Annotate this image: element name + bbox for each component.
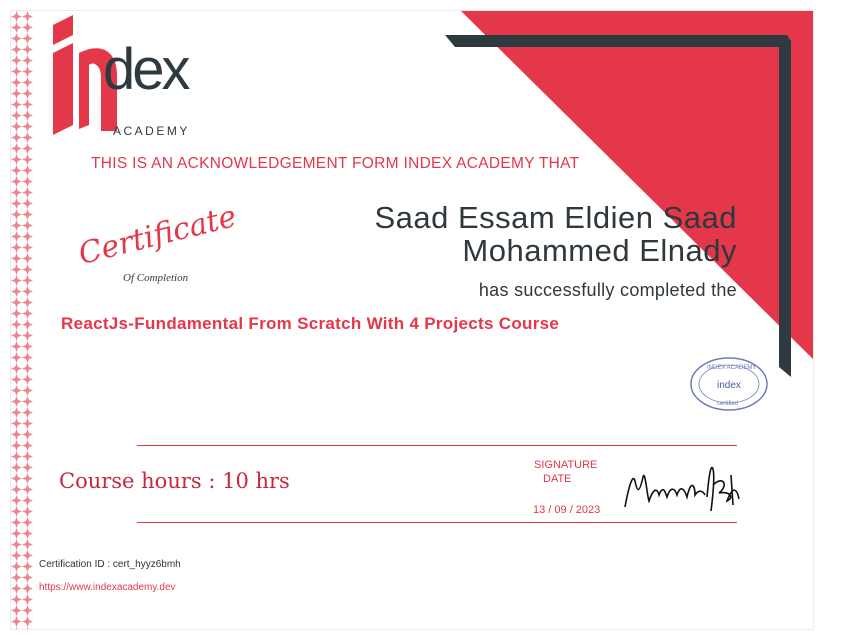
stamp-bottom-text: certified [717, 401, 739, 407]
date-value: 13 / 09 / 2023 [533, 504, 601, 516]
divider-top [137, 445, 737, 446]
signature-label: SIGNATURE [534, 459, 598, 471]
logo-subtitle: ACADEMY [113, 124, 190, 138]
recipient-name-line-2: Mohammed Elnady [462, 233, 737, 268]
acknowledgement-text: THIS IS AN ACKNOWLEDGEMENT FORM INDEX ACADEMY THAT [91, 155, 580, 172]
certificate-script-sub: Of Completion [123, 272, 189, 284]
completed-text: has successfully completed the [478, 280, 737, 300]
date-label: DATE [543, 473, 572, 485]
decorative-border-pattern [11, 11, 33, 629]
divider-bottom [137, 522, 737, 523]
stamp-center-text: index [717, 380, 741, 391]
course-name: ReactJs-Fundamental From Scratch With 4 Projects Course [61, 314, 560, 333]
certification-id: Certification ID : cert_hyyz6bmh [39, 559, 181, 570]
recipient-name [374, 201, 737, 267]
handwritten-signature [619, 455, 747, 521]
certificate-script-word: Certificate [75, 198, 240, 272]
certificate [10, 10, 814, 630]
stamp-ring-text: INDEX ACADEMY [707, 365, 757, 371]
academy-url-link[interactable]: https://www.indexacademy.dev [39, 582, 176, 593]
certificate-script-title [73, 189, 240, 289]
recipient-name-line-1: Saad Essam Eldien Saad [374, 200, 737, 235]
course-hours: Course hours : 10 hrs [59, 469, 290, 493]
academy-stamp [687, 355, 771, 413]
logo-brand-text: dex [103, 37, 188, 102]
